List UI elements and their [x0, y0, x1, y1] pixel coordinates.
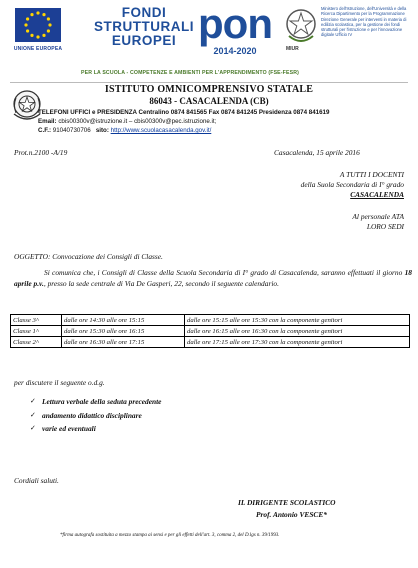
parents-time-cell: dalle ore 17:15 alle ore 17:30 con la componente genitori — [185, 337, 410, 348]
signature-name: Prof. Antonio VESCE* — [256, 510, 327, 519]
site-link[interactable]: http://www.scuolacasacalenda.gov.it/ — [110, 127, 212, 134]
class-cell: Classe 2^ — [11, 337, 62, 348]
signature-title: IL DIRIGENTE SCOLASTICO — [238, 498, 336, 507]
school-title: ISTITUTO OMNICOMPRENSIVO STATALE — [104, 84, 314, 95]
parents-time-cell: dalle ore 15:15 alle ore 15:30 con la componente genitori — [185, 315, 410, 326]
miur-label: MIUR — [286, 46, 299, 52]
recipient-school: della Suola Secondaria di I° grado — [300, 180, 404, 189]
agenda-intro: per discutere il seguente o.d.g. — [14, 378, 105, 387]
table-row — [11, 337, 410, 348]
pon-years: 2014-2020 — [213, 46, 257, 56]
agenda-item-text: andamento didattico disciplinare — [42, 410, 142, 420]
pon-text: pon — [198, 0, 272, 47]
site-label: sito: — [95, 127, 109, 134]
teachers-time-cell: dalle ore 15:30 alle ore 16:15 — [62, 326, 185, 337]
contact-email — [38, 118, 216, 125]
fondi-strutturali-logo — [89, 6, 199, 48]
cf-value: 91040730706 — [52, 127, 91, 134]
letter-body — [14, 268, 412, 289]
school-address: 86043 - CASACALENDA (CB) — [149, 96, 269, 106]
recipient-seats: LORO SEDI — [366, 222, 404, 231]
agenda-item-text: varie ed eventuali — [42, 424, 96, 433]
eu-logo — [9, 6, 67, 62]
protocol-number: Prot.n.2100 -A/19 — [14, 148, 68, 157]
body-date: 18 aprile p.v. — [14, 268, 412, 288]
body-paragraph — [14, 268, 412, 289]
email-link[interactable]: cbis00300v@istruzione.it – cbis00300v@pec.istruzione.it; — [58, 118, 217, 125]
letter-date: Casacalenda, 15 aprile 2016 — [274, 148, 360, 157]
agenda-item-text: Lettura verbale della seduta precedente — [42, 397, 162, 406]
list-item — [30, 409, 161, 423]
fondi-line1: FONDI — [121, 5, 167, 20]
checkmark-icon: ✓ — [30, 424, 36, 432]
list-item — [30, 422, 161, 436]
schedule-table — [10, 314, 410, 348]
recipient-ata: Al personale ATA — [352, 212, 404, 221]
eu-flag-icon — [15, 8, 61, 42]
list-item — [30, 395, 161, 409]
teachers-time-cell: dalle ore 16:30 alle ore 17:15 — [62, 337, 185, 348]
pon-logo — [189, 0, 281, 66]
parents-time-cell: dalle ore 16:15 alle ore 16:30 con la componente genitori — [185, 326, 410, 337]
miur-emblem-icon — [284, 6, 318, 46]
phones-text: TELEFONI UFFICI e PRESIDENZA Centralino 0874 841565 Fax 0874 841245 Presidenza 0874 841619 — [38, 109, 330, 116]
footnote: *firma autografa sostituita a mezzo stampa ai sensi e per gli effetti dell'art. 3, comma 2, del D.lgs n. 39/1993. — [60, 533, 280, 538]
checkmark-icon: ✓ — [30, 410, 36, 419]
table-row — [11, 315, 410, 326]
eu-label: UNIONE EUROPEA — [13, 46, 63, 52]
cf-label: C.F.: — [38, 127, 52, 134]
body-text-2: , presso la sede centrale di Via De Gasperi, 22, secondo il seguente calendario. — [43, 278, 279, 288]
table-row — [11, 326, 410, 337]
recipient-town: CASACALENDA — [350, 190, 404, 199]
body-text-1: Si comunica che, i Consigli di Classe della Scuola Secondaria di I° grado di Casacalenda, saranno effettuati il giorno — [44, 268, 405, 277]
email-label: Email: — [38, 118, 57, 125]
teachers-time-cell: dalle ore 14:30 alle ore 15:15 — [62, 315, 185, 326]
checkmark-icon: ✓ — [30, 397, 36, 405]
contact-cf-site — [38, 127, 211, 134]
agenda-list — [30, 395, 161, 436]
funding-banner — [9, 0, 410, 78]
ministry-text: Ministero dell'Istruzione, dell'Università e della Ricerca Dipartimento per la Programmazione Direzione Generale per interventi in materia di edilizia scolastica, per la gestione dei fondi strutturali per l'istruzione e per l'innovazione digitale Ufficio IV — [321, 6, 407, 38]
banner-divider — [10, 82, 408, 83]
fondi-line3: EUROPEI — [111, 33, 177, 48]
contact-phones — [38, 109, 329, 116]
greeting: Cordiali saluti. — [14, 476, 59, 485]
fondi-line2: STRUTTURALI — [94, 19, 194, 34]
letter-subject: OGGETTO: Convocazione dei Consigli di Classe. — [14, 252, 163, 261]
class-cell: Classe 1^ — [11, 326, 62, 337]
banner-subtitle: PER LA SCUOLA - COMPETENZE E AMBIENTI PER L'APPRENDIMENTO (FSE-FESR) — [81, 70, 299, 76]
recipient-teachers: A TUTTI I DOCENTI — [339, 170, 404, 179]
class-cell: Classe 3^ — [11, 315, 62, 326]
